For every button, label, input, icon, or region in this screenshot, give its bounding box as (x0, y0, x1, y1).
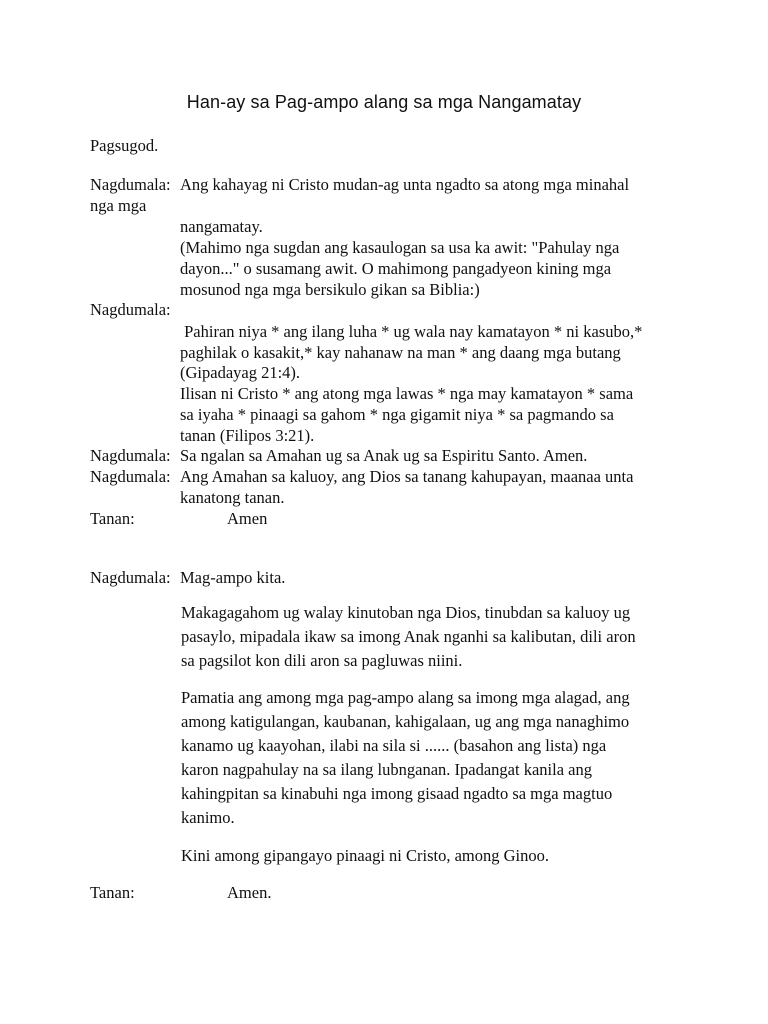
response-text: Amen. (227, 883, 272, 902)
line-text: Mag-ampo kita. (180, 568, 286, 587)
prayer-line: Makagagahom ug walay kinutoban nga Dios, tinubdan sa kaluoy ug (181, 603, 631, 622)
line-wrap-text: nga mga (90, 196, 147, 215)
prayer-line: karon nagpahulay na sa ilang lubnganan. Ipadangat kanila ang (181, 760, 592, 779)
speaker-label: Nagdumala: (90, 446, 171, 465)
verse-line: sa iyaha * pinaagi sa gahom * nga gigamit niya * sa pagmando sa (180, 405, 614, 424)
document-title: Han-ay sa Pag-ampo alang sa mga Nangamatay (186, 92, 582, 112)
prayer-line: kanamo ug kaayohan, ilabi na sila si ...... (basahon ang lista) nga (181, 736, 607, 755)
line-text: Ang Amahan sa kaluoy, ang Dios sa tanang kahupayan, maanaa unta (180, 467, 634, 486)
speaker-label: Nagdumala: (90, 568, 171, 587)
note-line: dayon..." o susamang awit. O mahimong pangadyeon kining mga (180, 259, 612, 278)
intro-text: Pagsugod. (90, 136, 159, 155)
verse-line: tanan (Filipos 3:21). (180, 426, 315, 445)
prayer-line: sa pagsilot kon dili aron sa pagluwas niini. (181, 651, 463, 670)
note-line: mosunod nga mga bersikulo gikan sa Biblia:) (180, 280, 480, 299)
line-text: Ang kahayag ni Cristo mudan-ag unta ngadto sa atong mga minahal (180, 175, 630, 194)
verse-line: Pahiran niya * ang ilang luha * ug wala nay kamatayon * ni kasubo,* (180, 322, 643, 341)
prayer-line: among katigulangan, kaubanan, kahigalaan, ug ang mga nanaghimo (181, 712, 630, 731)
line-continuation: kanatong tanan. (180, 488, 285, 507)
response-label: Tanan: (90, 509, 135, 528)
response-text: Amen (227, 509, 268, 528)
prayer-line: kanimo. (181, 808, 235, 827)
prayer-line: Pamatia ang among mga pag-ampo alang sa imong mga alagad, ang (181, 688, 630, 707)
speaker-label: Nagdumala: (90, 300, 171, 319)
note-line: (Mahimo nga sugdan ang kasaulogan sa usa ka awit: "Pahulay nga (180, 238, 620, 257)
speaker-label: Nagdumala: (90, 467, 171, 486)
speaker-label: Nagdumala: (90, 175, 171, 194)
line-continuation: nangamatay. (180, 217, 263, 236)
line-text: Sa ngalan sa Amahan ug sa Anak ug sa Espiritu Santo. Amen. (180, 446, 588, 465)
prayer-line: kahingpitan sa kinabuhi nga imong gisaad ngadto sa mga magtuo (181, 784, 613, 803)
prayer-line: pasaylo, mipadala ikaw sa imong Anak nganhi sa kalibutan, dili aron (181, 627, 636, 646)
verse-line: Ilisan ni Cristo * ang atong mga lawas * nga may kamatayon * sama (180, 384, 634, 403)
verse-line: (Gipadayag 21:4). (180, 363, 301, 382)
prayer-line: Kini among gipangayo pinaagi ni Cristo, among Ginoo. (181, 846, 549, 865)
verse-line: paghilak o kasakit,* kay nahanaw na man * ang daang mga butang (180, 343, 621, 362)
response-label: Tanan: (90, 883, 135, 902)
